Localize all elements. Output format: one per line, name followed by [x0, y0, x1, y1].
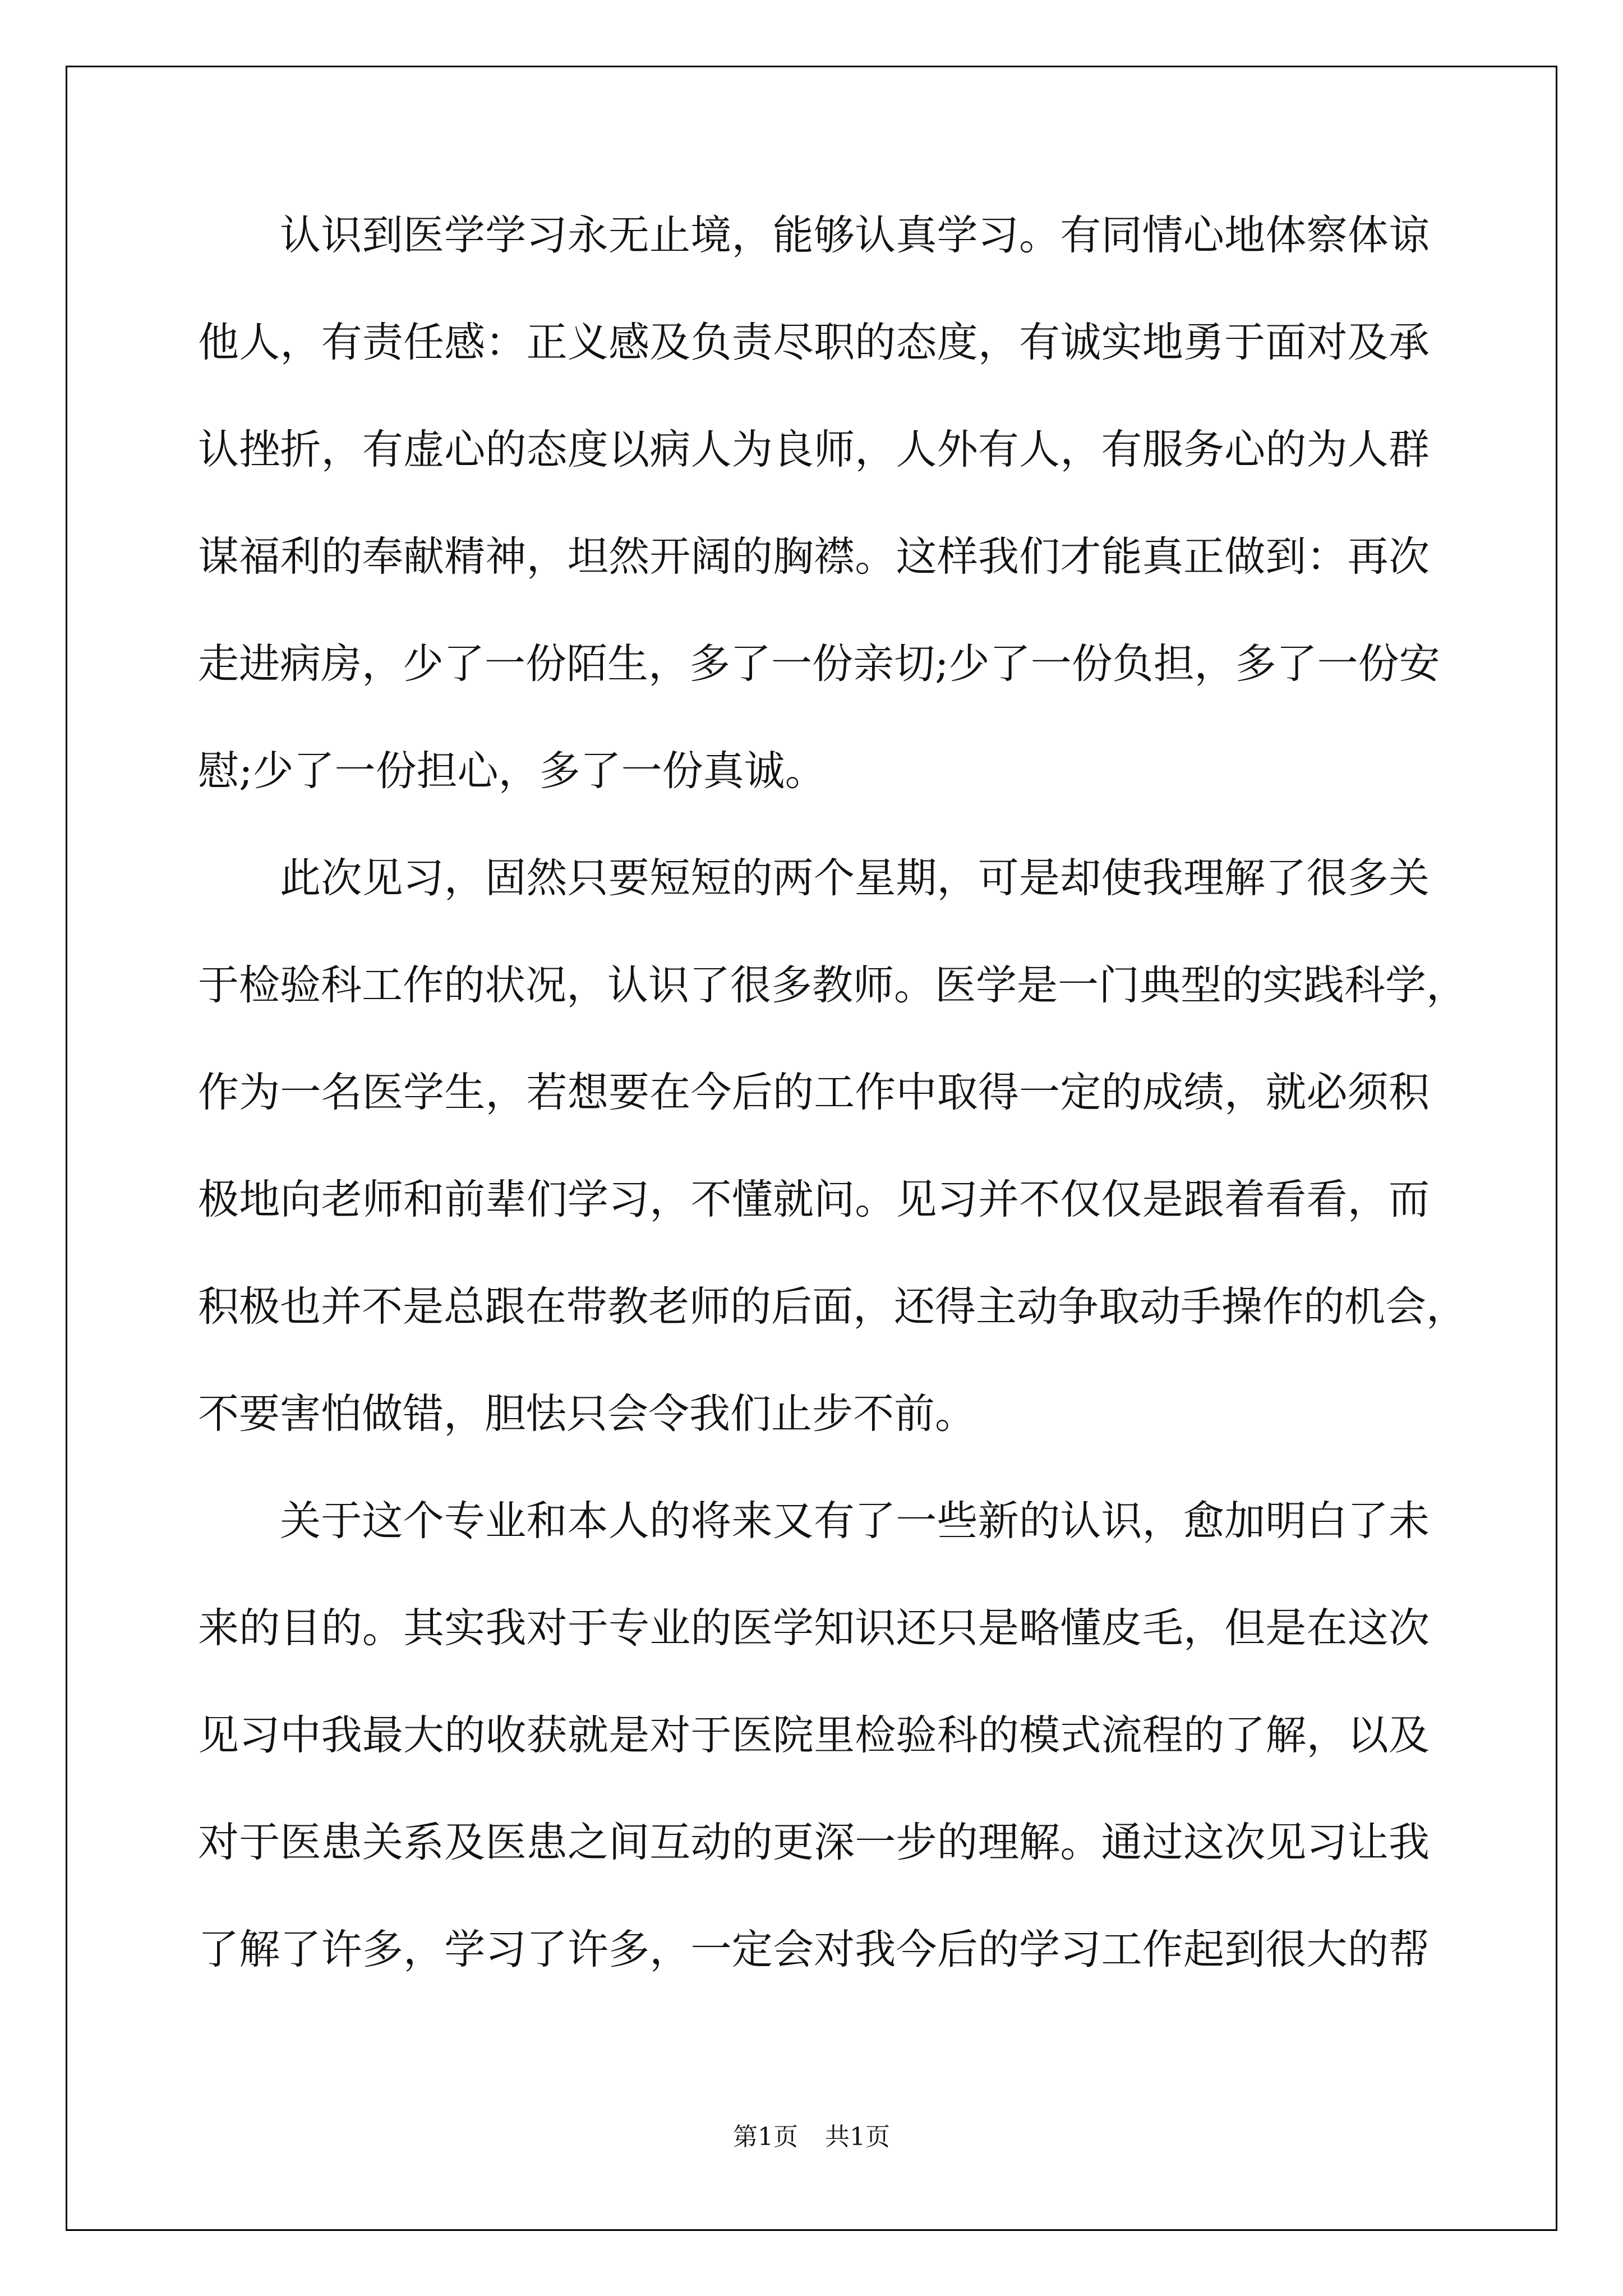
text-line: 关于这个专业和本人的将来又有了一些新的认识，愈加明白了未: [280, 1497, 1430, 1545]
document-body: [198, 211, 1467, 2040]
text-line: 不要害怕做错，胆怯只会令我们止步不前。: [198, 1390, 976, 1438]
text-line: 此次见习，固然只要短短的两个星期，可是却使我理解了很多关: [280, 854, 1430, 902]
text-line: 走进病房，少了一份陌生，多了一份亲切;少了一份负担，多了一份安: [198, 640, 1440, 688]
page-total: 共1页: [825, 2123, 890, 2151]
text-line: 慰;少了一份担心，多了一份真诚。: [198, 747, 826, 795]
text-line: 认挫折，有虚心的态度以病人为良师，人外有人，有服务心的为人群: [198, 426, 1430, 473]
text-line: 了解了许多，学习了许多，一定会对我今后的学习工作起到很大的帮: [198, 1926, 1430, 1973]
text-line: 作为一名医学生，若想要在今后的工作中取得一定的成绩，就必须积: [198, 1069, 1430, 1116]
text-line: 谋福利的奉献精神，坦然开阔的胸襟。这样我们才能真正做到：再次: [198, 533, 1430, 581]
text-line: 极地向老师和前辈们学习，不懂就问。见习并不仅仅是跟着看看，而: [198, 1176, 1430, 1223]
page-footer: [0, 2116, 1623, 2152]
text-line: 来的目的。其实我对于专业的医学知识还只是略懂皮毛，但是在这次: [198, 1604, 1430, 1652]
text-line: 积极也并不是总跟在带教老师的后面，还得主动争取动手操作的机会，: [198, 1283, 1467, 1331]
text-line: 认识到医学学习永无止境，能够认真学习。有同情心地体察体谅: [280, 211, 1430, 259]
text-line: 对于医患关系及医患之间互动的更深一步的理解。通过这次见习让我: [198, 1819, 1430, 1866]
page-number: 第1页: [733, 2123, 798, 2151]
text-line: 他人，有责任感：正义感及负责尽职的态度，有诚实地勇于面对及承: [198, 319, 1430, 366]
text-line: 于检验科工作的状况，认识了很多教师。医学是一门典型的实践科学，: [198, 961, 1467, 1009]
text-line: 见习中我最大的收获就是对于医院里检验科的模式流程的了解，以及: [198, 1711, 1430, 1759]
